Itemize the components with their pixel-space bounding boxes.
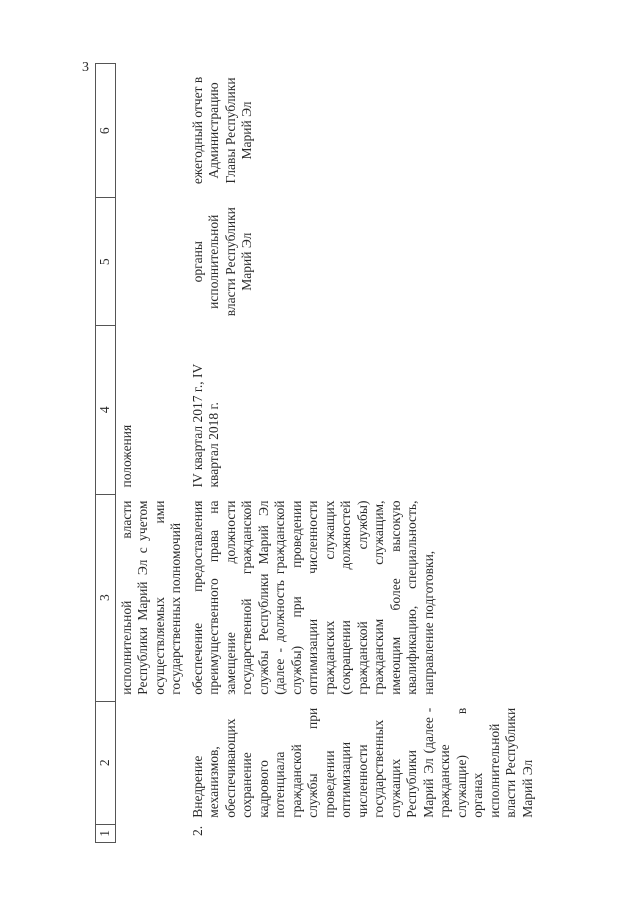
term-cell: IV квартал 2017 г., IV квартал 2018 г. [189,363,221,488]
plan-table [95,63,538,843]
header-col-5: 5 [96,197,116,325]
header-col-6: 6 [96,63,116,197]
page-number: 3 [82,60,89,75]
continuation-term-cell: положения [118,424,134,488]
executor-cell: органы исполнительной власти Республики Марий Эл [189,206,254,316]
continuation-content-cell: исполнительной власти Республики Марий Эл с учетом осуществляемых ими государственных полномочий [118,500,183,695]
table-row [187,63,539,842]
result-cell: ежегодный отчет в Администрацию Главы Республики Марий Эл [189,76,254,184]
rotated-page-content [95,63,545,843]
header-col-1: 1 [96,824,116,842]
header-col-2: 2 [96,701,116,824]
content-cell: обеспечение предоставления преимущественного права на замещение должности государственной гражданской службы Республики Марий Эл (далее - должность гражданской службы) при проведении оптимизации численности гражданских служащих (сокращении должностей гражданской службы) гражданским служащим, имеющим более высокую квалификацию, специальность, направление подготовки, [189,500,436,695]
measure-cell: Внедрение механизмов, обеспечивающих сохранение кадрового потенциала гражданской службы при проведении оптимизации численности государственных служащих Республики Марий Эл (далее - гражданские служащие) в органах исполнительной власти Республики Марий Эл [189,707,535,818]
table-header-row [96,63,116,842]
header-col-3: 3 [96,494,116,701]
continuation-row [115,63,187,842]
row-number-cell: 2. [189,825,205,836]
header-col-4: 4 [96,325,116,494]
